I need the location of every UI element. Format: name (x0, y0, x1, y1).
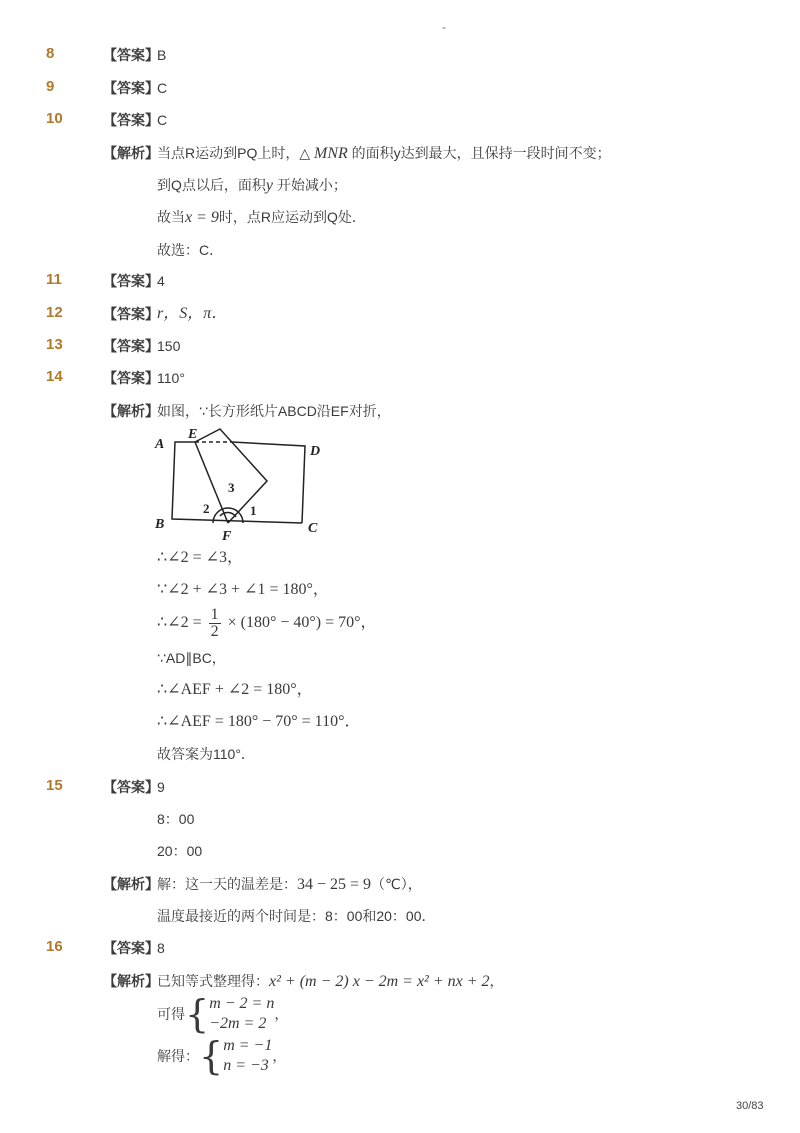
answer-tag: 【答案】 (103, 306, 159, 322)
folded-rectangle-figure (150, 424, 340, 546)
answer-tag: 【答案】 (103, 47, 159, 63)
answer-value: B (157, 47, 167, 63)
analysis-line: 故当x = 9时，点R应运动到Q处． (157, 209, 366, 226)
analysis-line: ∴∠2 = ∠3， (157, 549, 244, 566)
label-e: E (188, 427, 198, 442)
analysis-line: ∴∠AEF = 180° − 70° = 110°． (157, 713, 361, 730)
analysis-tag: 【解析】 (103, 876, 159, 892)
analysis-tag: 【解析】 (103, 973, 159, 989)
question-number: 9 (46, 78, 55, 95)
label-f: F (222, 529, 232, 544)
analysis-line: 已知等式整理得：x² + (m − 2) x − 2m = x² + nx + 2， (157, 973, 504, 990)
question-number: 8 (46, 45, 55, 62)
answer-value: 8：00 (157, 811, 195, 827)
answer-tag: 【答案】 (103, 370, 159, 386)
answer-value: 9 (157, 779, 165, 795)
answer-value: C (157, 112, 168, 128)
label-b: B (155, 517, 165, 532)
answer-tag: 【答案】 (103, 80, 159, 96)
label-a: A (155, 437, 165, 452)
answer-value: 110° (157, 370, 185, 386)
analysis-line: 到Q点以后，面积y 开始减小； (157, 177, 347, 194)
analysis-tag: 【解析】 (103, 145, 159, 161)
analysis-line: 故答案为110°． (157, 746, 255, 762)
label-angle-1: 1 (250, 503, 257, 518)
question-number: 12 (46, 304, 63, 321)
answer-tag: 【答案】 (103, 940, 159, 956)
answer-tag: 【答案】 (103, 273, 159, 289)
answer-value: r，S，π． (157, 305, 228, 322)
answer-value: C (157, 80, 168, 96)
answer-value: 150 (157, 338, 181, 354)
answer-tag: 【答案】 (103, 112, 159, 128)
page-number: 30/83 (736, 1100, 764, 1112)
label-d: D (310, 444, 321, 459)
answer-tag: 【答案】 (103, 338, 159, 354)
question-number: 14 (46, 368, 63, 385)
answer-value: 8 (157, 940, 165, 956)
fold-line-ef (195, 442, 228, 523)
analysis-line: 温度最接近的两个时间是：8：00和20：00． (157, 908, 436, 924)
answer-value: 20：00 (157, 843, 203, 859)
label-c: C (308, 521, 318, 536)
analysis-line: 当点R运动到PQ上时，△ MNR 的面积y达到最大，且保持一段时间不变； (157, 145, 611, 162)
question-number: 11 (46, 271, 62, 288)
analysis-line: ∴∠2 = $\frac{1}{2}$ × (180° − 40°) = 70°， (157, 605, 377, 640)
analysis-line: 解：这一天的温差是：34 − 25 = 9（℃）， (157, 876, 422, 893)
analysis-line: ∴∠AEF + ∠2 = 180°， (157, 681, 313, 698)
analysis-tag: 【解析】 (103, 403, 159, 419)
analysis-line: 如图，∵长方形纸片ABCD沿EF对折， (157, 403, 391, 419)
answer-value: 4 (157, 273, 165, 289)
question-number: 16 (46, 938, 63, 955)
answer-tag: 【答案】 (103, 779, 159, 795)
question-number: 15 (46, 777, 63, 794)
label-angle-3: 3 (228, 480, 235, 495)
analysis-line: ∵AD∥BC， (157, 650, 226, 666)
question-number: 13 (46, 336, 63, 353)
question-number: 10 (46, 110, 63, 127)
analysis-line: ∵∠2 + ∠3 + ∠1 = 180°， (157, 581, 329, 598)
equation-system: 可得{ m − 2 = n −2m = 2 ， (157, 992, 289, 1036)
equation-solution: 解得：{ m = −1 n = −3 ， (157, 1034, 287, 1078)
analysis-line: 故选：C． (157, 242, 224, 258)
label-angle-2: 2 (203, 501, 210, 516)
header-mark: - (442, 20, 446, 34)
